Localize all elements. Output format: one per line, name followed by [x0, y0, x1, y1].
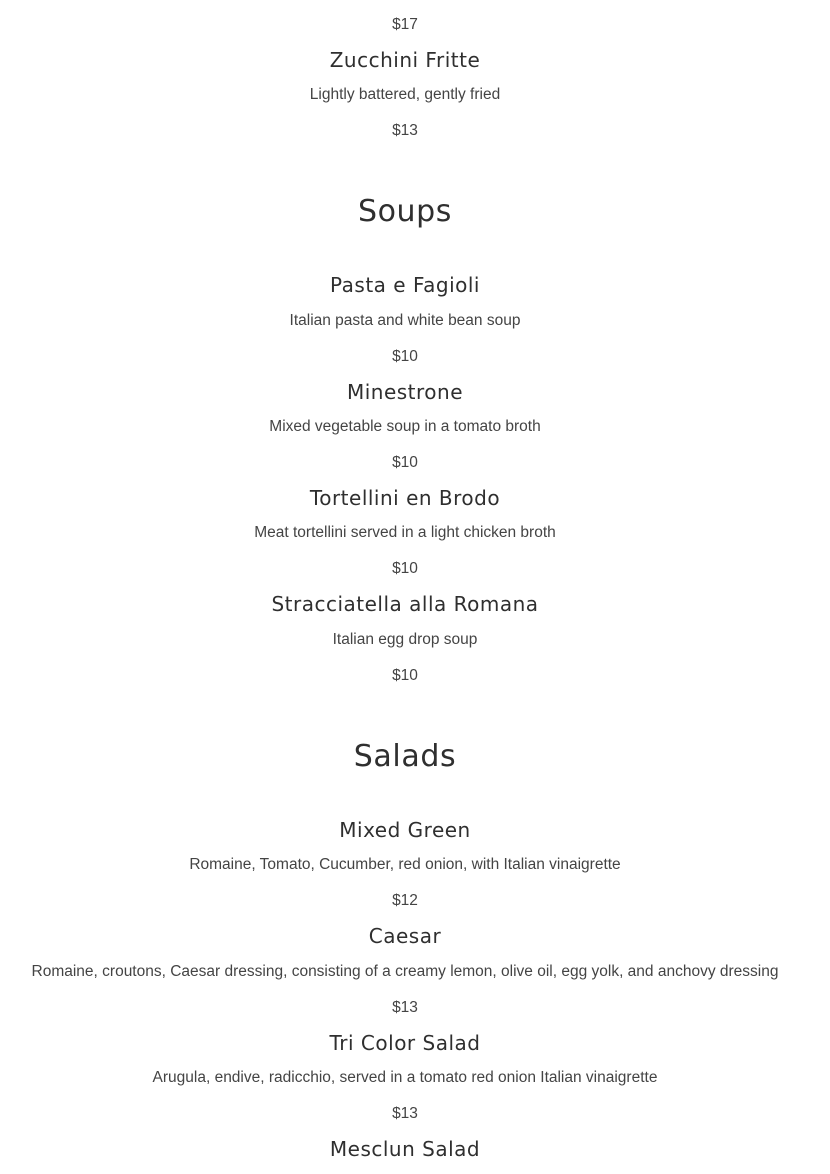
menu-item-price: $10: [392, 348, 418, 365]
section-title-salads: Salads: [353, 739, 457, 774]
menu-item-description: Romaine, croutons, Caesar dressing, consisting of a creamy lemon, olive oil, egg yolk, and anchovy dressing: [31, 963, 779, 980]
menu-item-price: $13: [392, 1105, 418, 1122]
menu-item-name: Pasta e Fagioli: [330, 273, 480, 297]
menu-item-description: Meat tortellini served in a light chicken broth: [254, 524, 556, 541]
menu-item-price: $10: [392, 454, 418, 471]
menu-item-description: Romaine, Tomato, Cucumber, red onion, with Italian vinaigrette: [189, 856, 621, 873]
menu-item-description: Mixed vegetable soup in a tomato broth: [269, 418, 541, 435]
menu-item-price: $10: [392, 560, 418, 577]
menu-item-name: Caesar: [368, 924, 442, 948]
menu-item-price: $13: [392, 122, 418, 139]
section-title-soups: Soups: [357, 194, 453, 229]
menu-item-name: Stracciatella alla Romana: [271, 592, 539, 616]
menu-item-name: Mixed Green: [339, 818, 471, 842]
menu-item-description: Italian pasta and white bean soup: [289, 312, 521, 329]
menu-item-description: Italian egg drop soup: [332, 631, 478, 648]
menu-item-description: Lightly battered, gently fried: [309, 86, 501, 103]
menu-item-price: $10: [392, 667, 418, 684]
menu-item-price: $13: [392, 999, 418, 1016]
menu-item-name: Minestrone: [346, 380, 464, 404]
menu-item-description: Arugula, endive, radicchio, served in a tomato red onion Italian vinaigrette: [152, 1069, 658, 1086]
menu-item-name: Tortellini en Brodo: [309, 486, 501, 510]
menu-item-price: $17: [392, 16, 418, 33]
menu-item-name: Tri Color Salad: [329, 1031, 481, 1055]
menu-item-price: $12: [392, 892, 418, 909]
menu-item-name: Mesclun Salad: [329, 1137, 481, 1161]
menu-item-name: Zucchini Fritte: [329, 48, 481, 72]
